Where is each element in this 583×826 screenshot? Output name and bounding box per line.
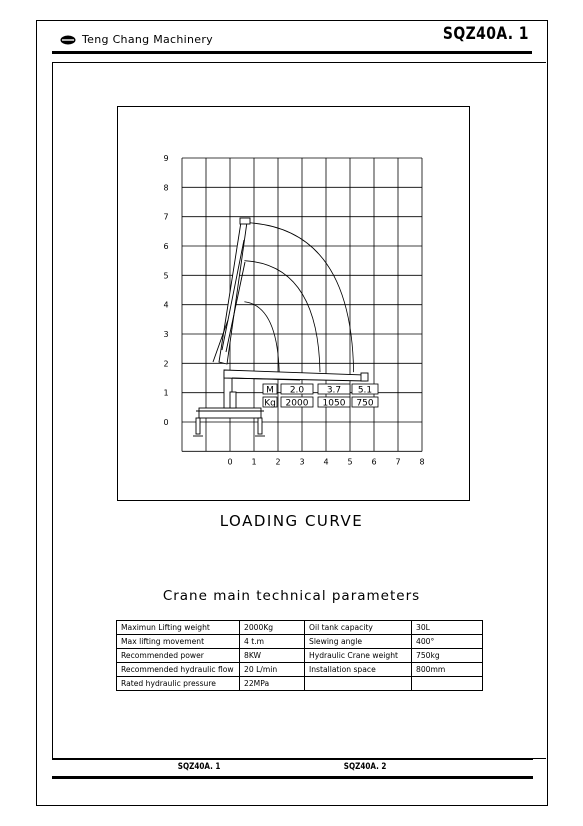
param-label: [305, 677, 412, 691]
params-row: [117, 635, 483, 649]
load-table-kg-row-text: 750: [356, 398, 374, 409]
param-value: 8KW: [240, 649, 305, 663]
param-label: Hydraulic Crane weight: [305, 649, 412, 663]
load-table-kg-row-text: Kg: [264, 398, 276, 409]
x-tick-label: 7: [395, 457, 401, 467]
boom-tip-horizontal: [361, 373, 368, 381]
model-number: SQZ40A. 1: [443, 24, 529, 44]
column-cylinder: [230, 392, 236, 408]
y-tick-label: 9: [163, 154, 169, 163]
outrigger-leg-right: [258, 418, 262, 434]
param-value: 4 t.m: [240, 635, 305, 649]
params-row: [117, 663, 483, 677]
param-value: 22MPa: [240, 677, 305, 691]
params-row: [117, 621, 483, 635]
load-arc: [244, 223, 353, 373]
chart-arcs: [244, 223, 353, 373]
footer-right-model: SQZ40A. 2: [343, 762, 387, 772]
param-value: [412, 677, 483, 691]
load-table-radius-row-text: 5.1: [357, 385, 373, 396]
load-table: [263, 384, 378, 409]
load-table-radius-row-text: 2.0: [289, 385, 305, 396]
param-label: Maximun Lifting weight: [117, 621, 240, 635]
outrigger-leg-left: [196, 418, 200, 434]
x-tick-label: 5: [347, 457, 353, 467]
y-tick-label: 4: [163, 300, 169, 310]
footer-rule: [52, 776, 533, 779]
param-value: 750kg: [412, 649, 483, 663]
params-table: [116, 620, 483, 691]
y-tick-label: 5: [163, 271, 169, 281]
y-tick-label: 7: [163, 212, 169, 222]
params-title: Crane main technical parameters: [162, 588, 421, 604]
y-tick-label: 6: [163, 242, 169, 251]
param-label: Oil tank capacity: [305, 621, 412, 635]
y-tick-label: 3: [163, 330, 169, 339]
params-row: [117, 649, 483, 663]
params-row: [117, 677, 483, 691]
load-arc: [244, 261, 320, 372]
x-tick-label: 0: [227, 457, 233, 467]
param-label: Installation space: [305, 663, 412, 677]
param-value: 400°: [412, 635, 483, 649]
y-tick-label: 1: [163, 388, 169, 398]
param-label: Recommended power: [117, 649, 240, 663]
footer-left-model: SQZ40A. 1: [177, 762, 221, 772]
y-tick-label: 8: [163, 183, 169, 193]
load-table-radius-row-text: 3.7: [326, 385, 342, 396]
param-value: 2000Kg: [240, 621, 305, 635]
x-tick-label: 6: [371, 457, 377, 467]
company-name: Teng Chang Machinery: [82, 33, 213, 46]
x-tick-label: 3: [299, 457, 305, 467]
boom-horizontal: [224, 370, 366, 381]
param-label: Max lifting movement: [117, 635, 240, 649]
footer-divider: [52, 759, 533, 760]
y-tick-label: 0: [163, 418, 169, 427]
param-label: Slewing angle: [305, 635, 412, 649]
crane-base: [199, 408, 261, 418]
boom-tip-raised: [240, 218, 250, 224]
param-value: 30L: [412, 621, 483, 635]
x-tick-label: 1: [251, 457, 257, 467]
x-tick-label: 4: [323, 457, 329, 467]
chart-tick-labels: [163, 154, 424, 466]
loading-curve-title: LOADING CURVE: [219, 512, 364, 530]
param-label: Recommended hydraulic flow: [117, 663, 240, 677]
param-value: 800mm: [412, 663, 483, 677]
x-tick-label: 2: [275, 457, 281, 467]
param-label: Rated hydraulic pressure: [117, 677, 240, 691]
load-table-radius-row-text: M: [266, 385, 274, 396]
load-arc: [244, 302, 279, 372]
x-tick-label: 8: [419, 457, 425, 467]
load-table-kg-row-text: 2000: [285, 398, 309, 409]
load-table-kg-row-text: 1050: [322, 398, 346, 409]
param-value: 20 L/min: [240, 663, 305, 677]
y-tick-label: 2: [163, 359, 169, 369]
